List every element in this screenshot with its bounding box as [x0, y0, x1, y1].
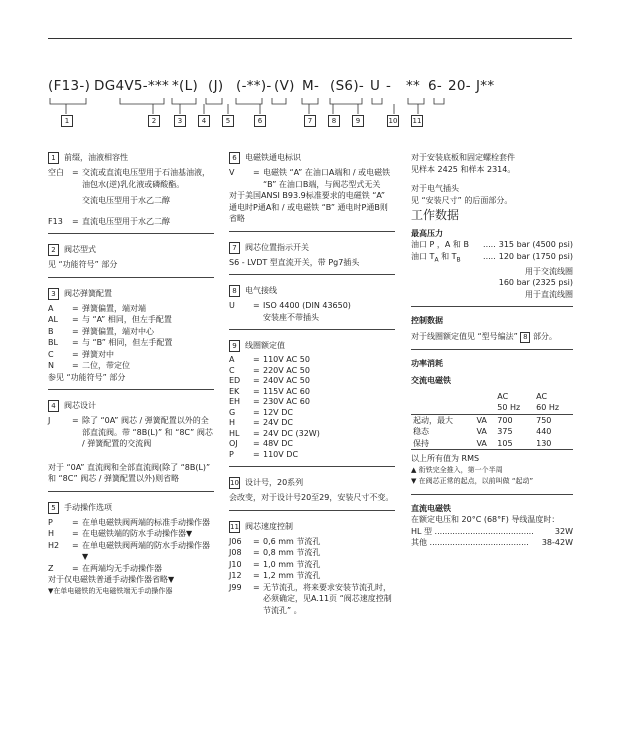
- code: J06: [229, 536, 242, 546]
- section-title: 手动操作选项: [64, 502, 112, 512]
- section-number: 3: [48, 288, 59, 300]
- pressure-title: 最高压力: [411, 228, 443, 238]
- table-row: 保持 VA 105 130: [411, 438, 573, 450]
- section-note: 对于仅电磁铁普通手动操作器省略▼: [48, 575, 175, 584]
- section-number: 11: [230, 522, 239, 531]
- code: B: [48, 326, 54, 336]
- code: J: [48, 416, 51, 425]
- section-speed-control: 11 阀芯速度控制 J06 = 0,6 mm 节流孔 J08 = 0,8 mm 节流孔 J10 = 1,0 mm 节流孔 J12 = 1,2 mm 节流孔 J99 = 无节流孔，将来要求安装节流孔时，必须确定，见A.11页 “阀芯速度控制节流孔” 。: [229, 521, 395, 617]
- code: A: [48, 303, 54, 313]
- code-desc: 110V AC 50: [263, 355, 310, 364]
- code-desc: 1,2 mm 节流孔: [263, 571, 321, 580]
- code-desc: 交流或直流电压型用于石油基油液，油包水(逆)乳化液或磷酸酯。: [82, 168, 210, 189]
- column-1: [48, 152, 214, 607]
- section-spring: 3 阀芯弹簧配置 A = 弹簧偏置，端对端 AL = 与 “A” 相同，但左手配置 B = 弹簧偏置，端对中心 BL = 与 “B” 相同，但左手配置 C = 弹簧对中 N = 二位，带定位 参见 “功能符号” 部分: [48, 288, 214, 391]
- code: EK: [229, 386, 240, 396]
- code: V: [229, 168, 235, 177]
- code-desc: 与 “A” 相同，但左手配置: [82, 315, 172, 324]
- model-part: **: [406, 78, 421, 94]
- plug-title: 对于电气插头: [411, 184, 459, 193]
- code: ED: [229, 376, 241, 385]
- plug-text: 见 “安装尺寸” 的后面部分。: [411, 195, 513, 205]
- section-number: 7: [229, 242, 240, 254]
- code-desc: 在单电磁铁阀两端的防水手动操作器▼: [82, 540, 210, 561]
- field-number-box: 1: [61, 115, 73, 127]
- dc-title: 直流电磁铁: [411, 503, 451, 513]
- column-2: [229, 152, 395, 626]
- pressure-value: 315 bar (4500 psi): [498, 240, 573, 249]
- section-number: 5: [48, 502, 59, 514]
- code: HL: [229, 428, 240, 438]
- section-spool-type: [48, 244, 214, 278]
- section-title: 电气接线: [245, 286, 277, 296]
- section-note: 参见 “功能符号” 部分: [48, 372, 126, 382]
- rms-footnote: ▼ 在阀芯正常的起点，以前叫做 “起动”: [411, 476, 573, 495]
- code-desc: 24V DC (32W): [263, 428, 320, 438]
- code: EH: [229, 397, 241, 406]
- code-desc: 无节流孔，将来要求安装节流孔时，必须确定，见A.11页 “阀芯速度控制节流孔” 。: [263, 582, 392, 615]
- section-number: 1: [48, 152, 59, 164]
- field-number-box: 8: [328, 115, 340, 127]
- field-number-box: 7: [304, 115, 316, 127]
- section-title: 阀芯设计: [64, 401, 96, 411]
- model-part: J**: [476, 78, 495, 94]
- code: J10: [229, 559, 242, 569]
- table-row: 稳态 VA 375 440: [413, 427, 552, 437]
- model-part: *(L): [172, 78, 199, 94]
- rms-note: 以上所有值为 RMS: [411, 454, 480, 464]
- code-desc: 在单电磁铁阀两端的标准手动操作器: [82, 517, 210, 527]
- table-header: 60 Hz: [534, 402, 573, 414]
- section-spool-design: 4 阀芯设计 J = 除了 “0A” 阀芯 / 弹簧配置以外的全部直流阀。带 “8B(L)” 和 “8C” 阀芯 / 弹簧配置的交流阀 对于 “0A” 直流阀和全部直流阀(除了 “8B(L)” 和 “8C” 阀芯 / 弹簧配置以外)则省略: [48, 400, 214, 492]
- code: C: [229, 365, 235, 375]
- model-part: (V): [274, 78, 295, 94]
- code: H: [229, 418, 236, 427]
- pressure-label: 油口 P ，A 和 B: [411, 240, 469, 249]
- model-part: (J): [208, 78, 224, 94]
- section-number: 6: [229, 152, 240, 164]
- work-data-heading: 工作数据: [411, 208, 460, 222]
- code-desc: 直流电压型用于水乙二醇: [82, 216, 170, 226]
- code-desc: 115V AC 60: [263, 386, 310, 396]
- model-part: -: [386, 78, 392, 94]
- section-title: 线圈额定值: [245, 341, 285, 351]
- section-number: 10: [230, 479, 239, 487]
- column-3: 对于安装底板和固定螺栓套件 见样本 2425 和样本 2314。 对于电气插头 见 “安装尺寸” 的后面部分。 工作数据 最高压力 油口 P ，A 和 B ..... 315 bar (4500 psi) 油口 $T_A$ 和 $T_B$ ..... 120 bar (1750 psi) 用于交流线圈 160 bar (2325 psi) 用于直流线圈 控制数据 对于线圈额定值见 “型号编法” 8 部分。 功率消耗 交流电磁铁 AC AC 50 Hz 60 Hz 起动，最大 VA 700 750 稳态 VA 375 440 保持 VA 105 130 以上所有值为 RMS ▲ 衔铁完全推入，第一个半周 ▼ 在阀芯正常的起点，以前叫做 “起动” 直流电磁铁 在额定电压和 20°C (68°F) 导线温度时： HL 型 ....................................... 32W 其他 ....................................... 38-42W: [411, 153, 573, 548]
- code-desc: 电磁铁 “A” 在油口A端和 / 或电磁铁 “B” 在油口B端，与阀芯型式无关: [263, 168, 391, 189]
- model-part: M-: [302, 78, 320, 94]
- control-title: 控制数据: [411, 316, 443, 326]
- code: G: [229, 407, 236, 417]
- dc-value: 38-42W: [541, 538, 573, 548]
- code: J12: [229, 571, 242, 580]
- section-solenoid-energize: 6 电磁铁通电标识 V = 电磁铁 “A” 在油口A端和 / 或电磁铁 “B” 在油口B端，与阀芯型式无关 对于美国ANSI B93.9标准要求的电磁铁 “A” 通电时P通A和 / 或电磁铁 “B” 通电时P通B则省略: [229, 152, 395, 232]
- model-part: (F13-): [48, 78, 91, 94]
- model-part: DG4V5-***: [94, 78, 170, 94]
- code-desc: 24V DC: [263, 418, 293, 427]
- section-title: 阀芯速度控制: [245, 521, 293, 531]
- code: J08: [229, 548, 242, 557]
- pressure-label: 油口 $T_A$ 和 $T_B$: [411, 251, 461, 264]
- section-manual-override: 5 手动操作选项 P = 在单电磁铁阀两端的标准手动操作器 H = 在电磁铁端的防水手动操作器▼ H2 = 在单电磁铁阀两端的防水手动操作器▼ Z = 在两端均无手动操作器 对于仅电磁铁普通手动操作器省略▼ ▼在单电磁铁的无电磁铁端无手动操作器: [48, 502, 214, 598]
- section-coil-rating: 9 线圈额定值 A = 110V AC 50 C = 220V AC 50 ED = 240V AC 50 EK = 115V AC 60 EH = 230V AC 60 G = 12V DC H = 24V DC HL = 24V DC (32W) OJ = 48V DC P = 110V DC: [229, 340, 395, 467]
- code: N: [48, 361, 54, 370]
- code-desc: 二位，带定位: [82, 361, 130, 370]
- section-title: 阀芯型式: [64, 245, 96, 255]
- field-number-box: 2: [148, 115, 160, 127]
- ac-title: 交流电磁铁: [411, 376, 451, 386]
- section-position-switch: [229, 242, 395, 276]
- code-desc: 12V DC: [263, 407, 293, 417]
- table-header: 50 Hz: [495, 402, 534, 414]
- code-desc: 交流电压型用于水乙二醇: [82, 196, 170, 205]
- section-title: 前缀，油液相容性: [64, 153, 128, 163]
- model-part: 6-: [428, 78, 443, 94]
- code-desc: 弹簧对中: [82, 349, 114, 359]
- model-part: U: [370, 78, 381, 94]
- code: P: [229, 449, 234, 459]
- code-desc: 与 “B” 相同，但左手配置: [82, 338, 173, 347]
- code: H: [48, 529, 55, 538]
- section-ref-box: 8: [520, 332, 530, 343]
- section-text: 见 “功能符号” 部分: [48, 260, 118, 269]
- code: P: [48, 517, 53, 527]
- pressure-value: 160 bar (2325 psi): [498, 278, 573, 288]
- section-text: S6 - LVDT 型直流开关，带 Pg7插头: [229, 257, 360, 267]
- dc-value: 32W: [554, 526, 573, 536]
- section-prefix: 1 前缀，油液相容性 空白 = 交流或直流电压型用于石油基油液，油包水(逆)乳化液或磷酸酯。 交流电压型用于水乙二醇 F13 = 直流电压型用于水乙二醇: [48, 152, 214, 234]
- field-number-box: 9: [352, 115, 364, 127]
- kit-title: 对于安装底板和固定螺栓套件: [411, 153, 515, 162]
- code: OJ: [229, 439, 238, 448]
- field-number-box: 11: [412, 117, 422, 125]
- table-row: 起动，最大 VA 700 750: [413, 415, 552, 425]
- section-number: 8: [229, 285, 240, 297]
- section-note: 对于美国ANSI B93.9标准要求的电磁铁 “A” 通电时P通A和 / 或电磁铁 “B” 通电时P通B则省略: [229, 191, 388, 223]
- field-number-box: 5: [222, 115, 234, 127]
- section-note: 对于 “0A” 直流阀和全部直流阀(除了 “8B(L)” 和 “8C” 阀芯 / 弹簧配置以外)则省略: [48, 462, 211, 483]
- model-part: (S6)-: [330, 78, 365, 94]
- section-title: 阀芯弹簧配置: [64, 288, 112, 298]
- model-part: 20-: [448, 78, 471, 94]
- code: A: [229, 355, 235, 364]
- code: 空白: [48, 168, 64, 177]
- field-number-box: 6: [254, 115, 266, 127]
- section-number: 4: [48, 400, 59, 412]
- control-text: 对于线圈额定值见 “型号编法” 8 部分。: [411, 331, 573, 350]
- code: AL: [48, 315, 58, 324]
- table-header: AC: [497, 391, 509, 401]
- code-desc: 0,6 mm 节流孔: [263, 536, 321, 546]
- section-design-number: [229, 477, 395, 511]
- code-desc: 240V AC 50: [263, 376, 310, 385]
- code-desc: 弹簧偏置，端对端: [82, 303, 146, 313]
- dc-label: HL 型 .......................................: [411, 526, 534, 536]
- kit-text: 见样本 2425 和样本 2314。: [411, 164, 516, 174]
- code-desc: 0,8 mm 节流孔: [263, 548, 321, 557]
- code: Z: [48, 563, 54, 573]
- code-desc: 110V DC: [263, 449, 299, 459]
- section-title: 设计号，20系列: [245, 478, 304, 488]
- pressure-value: 120 bar (1750 psi): [498, 251, 573, 261]
- section-electrical: 8 电气接线 U = ISO 4400 (DIN 43650) 安装座不带插头: [229, 285, 395, 330]
- dc-label: 其他 .......................................: [411, 538, 529, 548]
- section-note: ▼在单电磁铁的无电磁铁端无手动操作器: [48, 586, 173, 595]
- code-desc: 1,0 mm 节流孔: [263, 559, 321, 569]
- field-number-box: 4: [198, 115, 210, 127]
- code-desc: ISO 4400 (DIN 43650): [263, 301, 351, 310]
- code-desc: 在两端均无手动操作器: [82, 563, 162, 573]
- section-number: 9: [229, 340, 240, 352]
- code-desc: 230V AC 60: [263, 397, 310, 406]
- rms-footnote: ▲ 衔铁完全推入，第一个半周: [411, 465, 503, 474]
- code: H2: [48, 540, 60, 550]
- field-number-box: 3: [174, 115, 186, 127]
- table-header: AC: [536, 391, 548, 401]
- code-desc: 在电磁铁端的防水手动操作器▼: [82, 529, 193, 538]
- code: U: [229, 301, 235, 310]
- field-number-box: 10: [388, 117, 398, 125]
- code-desc: 48V DC: [263, 439, 293, 448]
- code-desc: 安装座不带插头: [263, 312, 319, 322]
- pressure-note: 用于交流线圈: [525, 266, 573, 276]
- code: F13: [48, 216, 63, 226]
- dc-text: 在额定电压和 20°C (68°F) 导线温度时：: [411, 515, 560, 525]
- code: J99: [229, 582, 242, 592]
- power-title: 功率消耗: [411, 358, 443, 368]
- section-title: 阀芯位置指示开关: [245, 242, 309, 252]
- section-text: 会改变，对于设计号20至29，安装尺寸不变。: [229, 493, 394, 502]
- code-desc: 220V AC 50: [263, 365, 310, 375]
- code: BL: [48, 338, 58, 347]
- section-number: 2: [48, 244, 59, 256]
- code-desc: 弹簧偏置，端对中心: [82, 326, 154, 336]
- ac-power-table: [411, 391, 573, 451]
- code-desc: 除了 “0A” 阀芯 / 弹簧配置以外的全部直流阀。带 “8B(L)” 和 “8C” 阀芯 / 弹簧配置的交流阀: [82, 416, 213, 448]
- pressure-note: 用于直流线圈: [411, 289, 573, 308]
- section-title: 电磁铁通电标识: [245, 153, 301, 163]
- code: C: [48, 349, 54, 359]
- model-part: (-**)-: [236, 78, 272, 94]
